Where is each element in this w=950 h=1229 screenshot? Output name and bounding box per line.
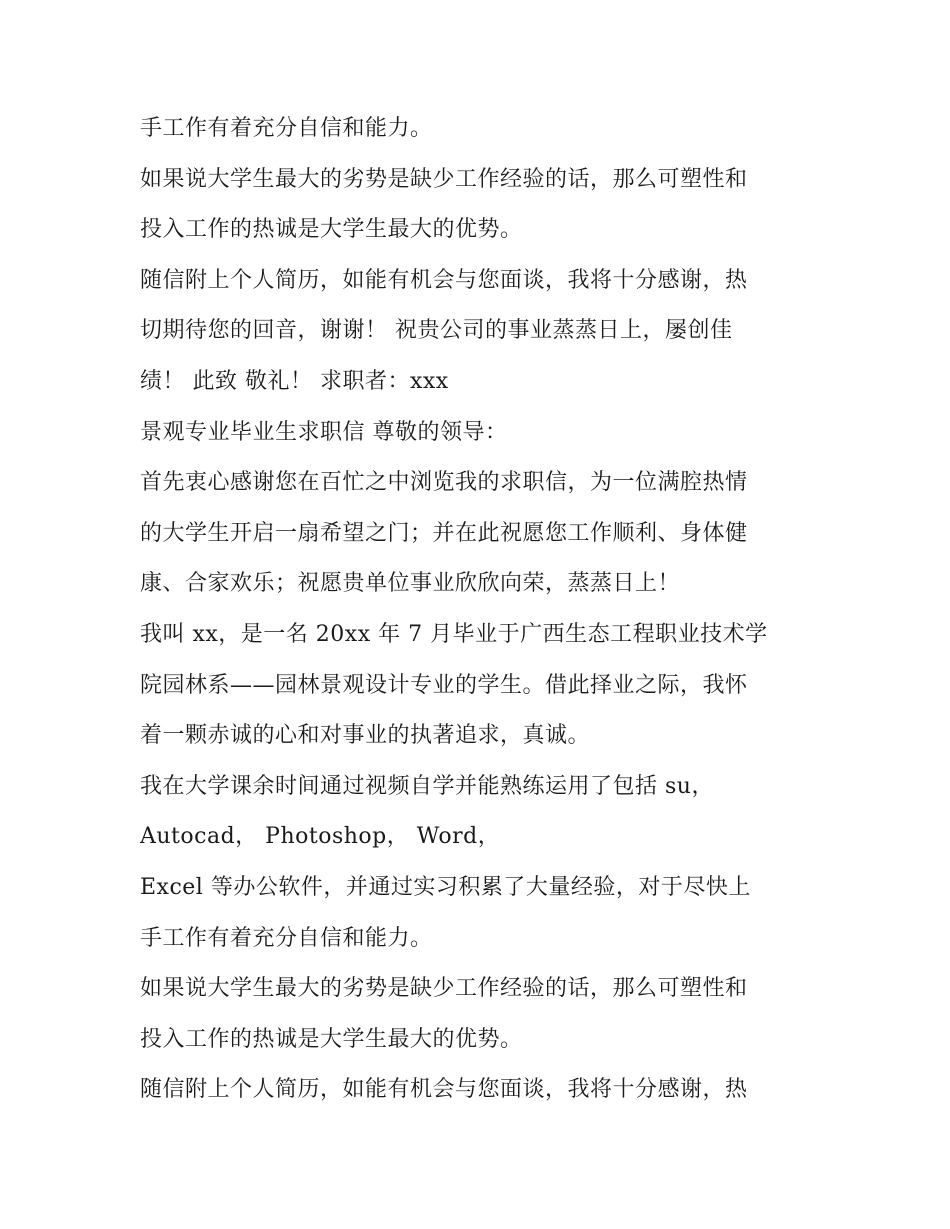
text-line: 手工作有着充分自信和能力。 [140,925,433,951]
letter-title-line: 景观专业毕业生求职信 尊敬的领导： [140,419,508,445]
text-line: 随信附上个人简历，如能有机会与您面谈，我将十分感谢，热 [140,267,748,293]
text-line: 的大学生开启一扇希望之门；并在此祝愿您工作顺利、身体健 [140,520,748,546]
text-line: 如果说大学生最大的劣势是缺少工作经验的话，那么可塑性和 [140,976,748,1002]
text-line: 着一颗赤诚的心和对事业的执著追求，真诚。 [140,723,591,749]
text-line: Excel 等办公软件，并通过实习积累了大量经验，对于尽快上 [140,874,751,900]
letter-body [140,104,820,1116]
text-line: 切期待您的回音，谢谢！ 祝贵公司的事业蒸蒸日上，屡创佳 [140,318,733,344]
text-line: Autocad， Photoshop， Word， [140,824,501,850]
text-line: 康、合家欢乐；祝愿贵单位事业欣欣向荣，蒸蒸日上！ [140,571,681,597]
text-line: 首先衷心感谢您在百忙之中浏览我的求职信，为一位满腔热情 [140,470,748,496]
text-line: 投入工作的热诚是大学生最大的优势。 [140,1026,523,1052]
text-line: 我叫 xx，是一名 20xx 年 7 月毕业于广西生态工程职业技术学 [140,621,768,647]
text-line: 院园林系——园林景观设计专业的学生。借此择业之际，我怀 [140,672,748,698]
text-line: 随信附上个人简历，如能有机会与您面谈，我将十分感谢，热 [140,1077,748,1103]
text-line: 投入工作的热诚是大学生最大的优势。 [140,217,523,243]
text-line: 绩！ 此致 敬礼！ 求职者：xxx [140,368,449,394]
text-line: 如果说大学生最大的劣势是缺少工作经验的话，那么可塑性和 [140,166,748,192]
text-line: 手工作有着充分自信和能力。 [140,116,433,141]
text-line: 我在大学课余时间通过视频自学并能熟练运用了包括 su， [140,773,714,799]
